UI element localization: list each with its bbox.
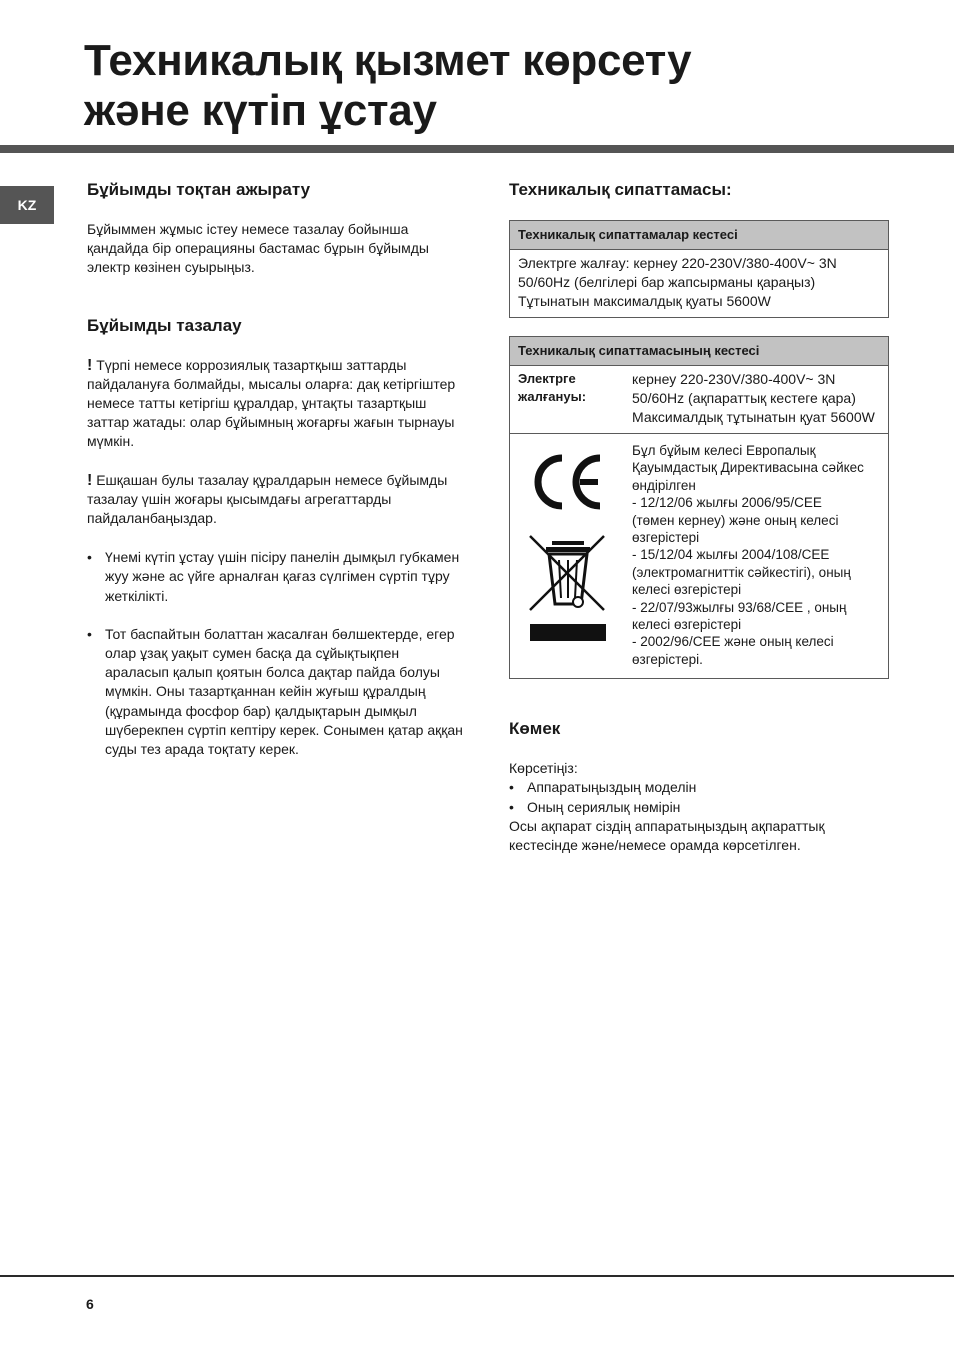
directive-line: - 22/07/93жылғы 93/68/CEE , оның bbox=[632, 599, 847, 615]
specs-heading: Техникалық сипаттамасы: bbox=[509, 180, 732, 199]
power-label bbox=[510, 366, 624, 433]
list-item: • Тот баспайтын болаттан жасалған бөлшектерде, егер олар ұзақ уақыт сумен басқа да сұйықтықпен араласып қалып қоятын болса дақтар пайда болуы мүмкін. Оны тазартқаннан кейін жуғыш құралдың (құрамында фосфор бар) қалдықтарын дымқыл шүберекпен сүртіп кептіру керек. Сонымен қатар аққан суды тез арада тоқтату керек. bbox=[87, 625, 465, 759]
directive-line: өзгерістері bbox=[632, 530, 700, 546]
spec-table-1-body bbox=[510, 250, 888, 317]
power-value-line: Максималдық тұтынатын қуат 5600W bbox=[632, 409, 875, 425]
directive-line: (төмен кернеу) және оның келесі bbox=[632, 512, 839, 528]
warning-text-1: Түрпі немесе коррозиялық тазартқыш заттарды пайдалануға болмайды, мысалы оларға: дақ кетіргіштер немесе татты кетіргіш құралдар, ұнтақты тазартқыш заттар жатады: олар бұйымның жоғарғы жағын тырнауы мүмкін. bbox=[87, 356, 456, 450]
directive-line: Бұл бұйым келесі Европалық bbox=[632, 443, 816, 458]
help-outro: Осы ақпарат сіздің аппаратыңыздың ақпараттық кестесінде және/немесе орамда көрсетілген. bbox=[509, 817, 825, 854]
directive-line: өзгерістері. bbox=[632, 651, 703, 667]
spec-table-2 bbox=[509, 336, 889, 679]
header-rule bbox=[0, 145, 954, 153]
directive-line: - 2002/96/CEE және оның келесі bbox=[632, 634, 834, 650]
help-intro: Көрсетіңіз: bbox=[509, 760, 578, 777]
list-item: • Оның сериялық нөмірін bbox=[509, 798, 887, 817]
spec-line: Электрге жалғау: кернеу 220-230V/380-400V~ 3N bbox=[518, 255, 837, 271]
power-row bbox=[510, 366, 888, 434]
power-value-line: кернеу 220-230V/380-400V~ 3N bbox=[632, 371, 836, 387]
spec-line: 50/60Hz (белгілері бар жапсырманы қараңыз) bbox=[518, 274, 816, 290]
directive-line: - 15/12/04 жылғы 2004/108/CEE bbox=[632, 547, 830, 563]
cleaning-tips-list bbox=[87, 625, 465, 759]
spec-line: Тұтынатын максималдық қуаты 5600W bbox=[518, 293, 771, 309]
directive-line: келесі өзгерістері bbox=[632, 582, 742, 598]
directive-line: - 12/12/06 жылғы 2006/95/CEE bbox=[632, 495, 822, 511]
disconnect-heading: Бұйымды тоқтан ажырату bbox=[87, 180, 311, 199]
directive-line: өндірілген bbox=[632, 477, 696, 493]
left-column bbox=[87, 178, 465, 759]
page-title bbox=[84, 36, 691, 136]
power-value bbox=[624, 366, 888, 433]
warning-text-2: Ешқашан булы тазалау құралдарын немесе бұйымды тазалау үшін жоғары қысымдағы агрегаттарды пайдаланбаңыздар. bbox=[87, 471, 448, 527]
list-item: • Үнемі күтіп ұстау үшін пісіру панелін дымқыл губкамен жуу және ас үйге арналған қағаз сүлгімен сүртіп тұру жеткілікті. bbox=[87, 548, 465, 606]
spec-table-2-header: Техникалық сипаттамасының кестесі bbox=[510, 337, 888, 366]
warning-paragraph-2 bbox=[87, 471, 465, 529]
compliance-icons bbox=[510, 434, 624, 678]
power-label-line: жалғануы: bbox=[518, 389, 587, 404]
page-number: 6 bbox=[86, 1296, 94, 1312]
spec-table-1-header: Техникалық сипаттамалар кестесі bbox=[510, 221, 888, 250]
page-title-line1: Техникалық қызмет көрсету bbox=[84, 36, 692, 85]
warning-mark-icon: ! bbox=[87, 356, 93, 374]
cleaning-heading: Бұйымды тазалау bbox=[87, 315, 242, 335]
list-item: • Аппаратыңыздың моделін bbox=[509, 778, 887, 797]
spec-table-1 bbox=[509, 220, 889, 318]
language-tab: KZ bbox=[0, 186, 54, 224]
directives-row bbox=[510, 434, 888, 678]
power-value-line: 50/60Hz (ақпараттық кестеге қара) bbox=[632, 390, 856, 406]
help-heading: Көмек bbox=[509, 719, 561, 739]
directive-line: Қауымдастық Директивасына сәйкес bbox=[632, 460, 864, 476]
weee-crossed-bin-icon bbox=[528, 534, 608, 646]
cleaning-tips-list bbox=[87, 548, 465, 606]
directives-text bbox=[624, 434, 888, 678]
help-list bbox=[509, 778, 887, 816]
power-label-line: Электрге bbox=[518, 371, 576, 386]
warning-paragraph-1 bbox=[87, 356, 465, 452]
directive-line: келесі өзгерістері bbox=[632, 617, 742, 633]
footer-rule bbox=[0, 1275, 954, 1277]
directive-line: (электромагниттік сәйкестігі), оның bbox=[632, 564, 851, 580]
disconnect-text: Бұйыммен жұмыс істеу немесе тазалау бойынша қандайда бір операцияны бастамас бұрын бұйымды электр көзінен суырыңыз. bbox=[87, 221, 429, 276]
ce-mark-icon bbox=[528, 452, 608, 512]
page-title-line2: және күтіп ұстау bbox=[84, 86, 437, 135]
right-column bbox=[509, 178, 887, 855]
warning-mark-icon: ! bbox=[87, 471, 93, 489]
